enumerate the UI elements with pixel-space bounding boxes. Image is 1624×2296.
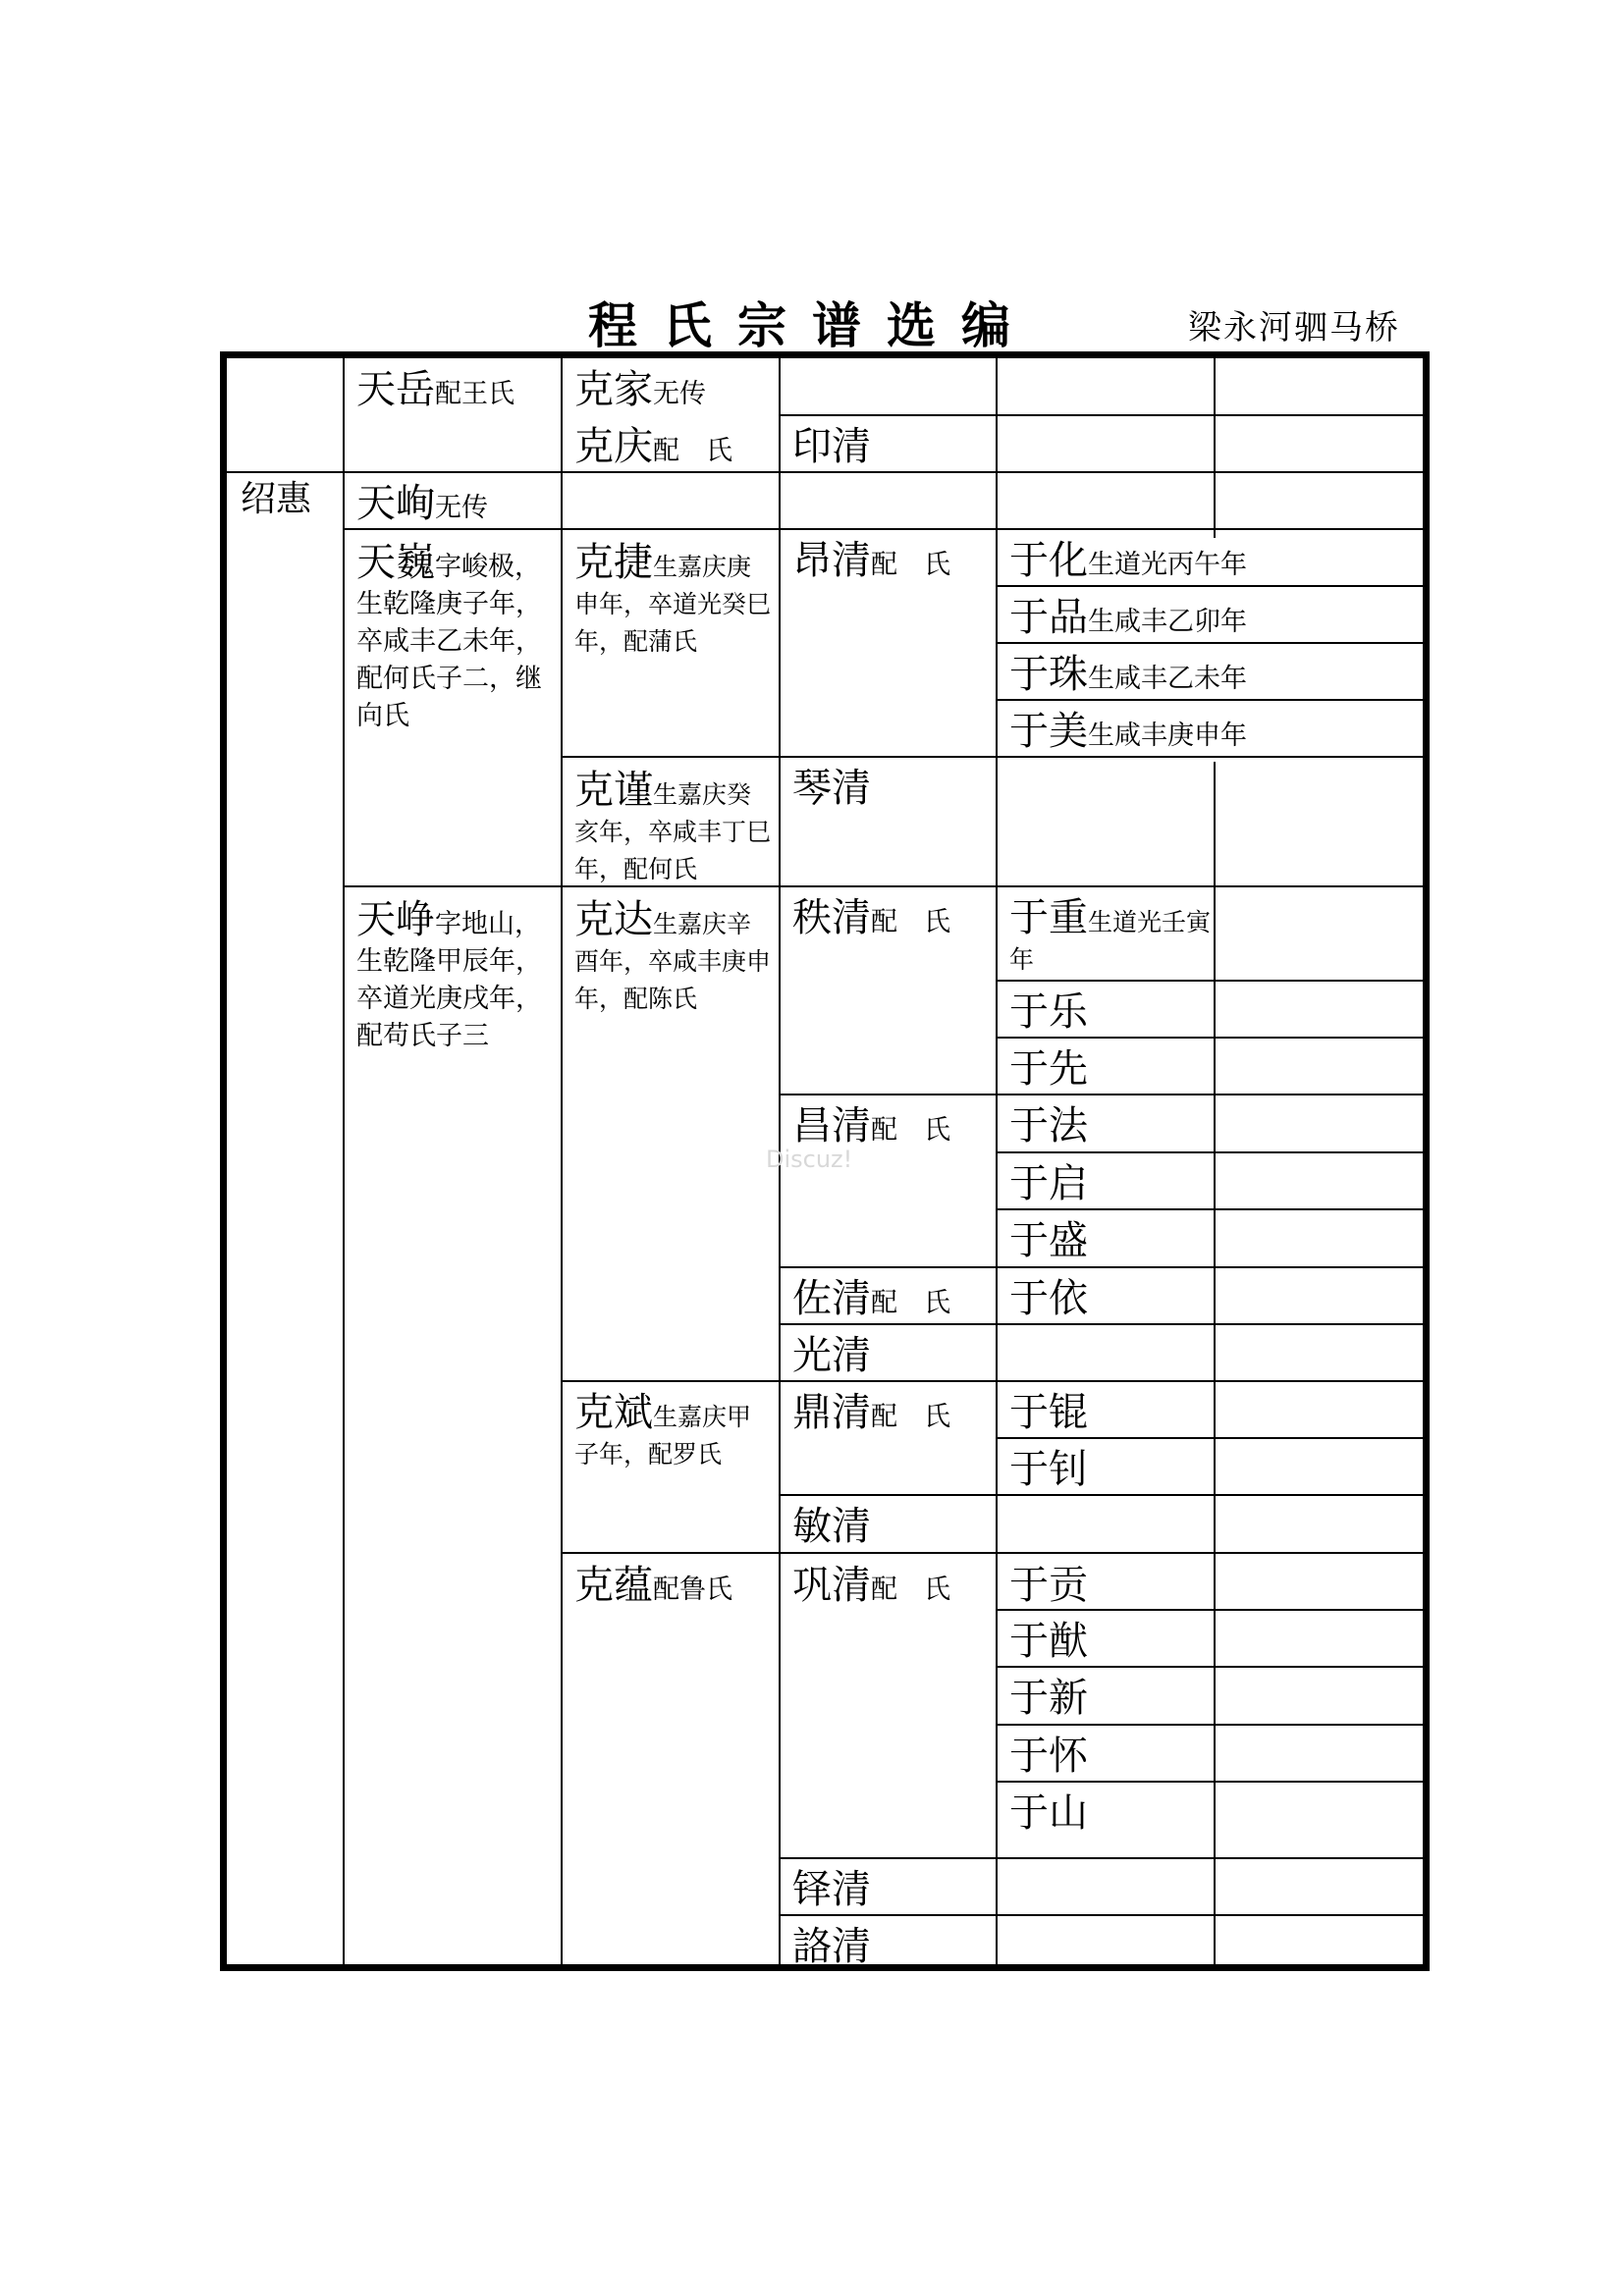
entry-yuzhu [1009, 652, 1247, 697]
row-divider [996, 1781, 1430, 1783]
entry-note: 配 氏 [871, 1575, 950, 1605]
entry-yuxin: 于新 [1009, 1676, 1088, 1721]
entry-name: 于重 [1009, 895, 1088, 940]
row-divider [343, 885, 1430, 887]
entry-name: 巩清 [792, 1563, 871, 1608]
entry-yuzhao: 于钊 [1009, 1447, 1088, 1492]
row-divider [996, 1037, 1430, 1039]
entry-yufa: 于法 [1009, 1103, 1088, 1148]
entry-note: 配 氏 [653, 436, 732, 466]
entry-note: 配王氏 [435, 379, 514, 409]
column-divider [996, 358, 998, 1971]
entry-gongqing [792, 1563, 950, 1608]
entry-note: 生嘉庆癸亥年，卒咸丰丁巳年，配何氏 [574, 780, 772, 883]
entry-luqing: 詻清 [792, 1924, 871, 1969]
entry-note: 配 氏 [871, 1288, 950, 1318]
column-divider [1214, 762, 1216, 1971]
entry-note: 生道光壬寅年 [1009, 908, 1212, 974]
entry-name: 佐清 [792, 1276, 871, 1321]
entry-name: 克捷 [574, 540, 653, 585]
entry-yuzhong [1009, 895, 1212, 979]
row-divider [996, 585, 1430, 587]
entry-name: 昂清 [792, 538, 871, 583]
entry-yusheng: 于盛 [1009, 1218, 1088, 1263]
entry-qinqing: 琴清 [792, 766, 871, 811]
entry-yinqing: 印清 [792, 424, 871, 469]
entry-name: 克庆 [574, 424, 653, 469]
entry-name: 于珠 [1009, 652, 1088, 697]
page-title: 程氏宗谱选编 [588, 296, 1036, 354]
entry-yuyou: 于猷 [1009, 1619, 1088, 1664]
entry-name: 克谨 [574, 768, 653, 813]
place-name: 梁永河驷马桥 [1188, 308, 1400, 347]
entry-note: 配 氏 [871, 1402, 950, 1432]
entry-name: 克斌 [574, 1390, 653, 1435]
entry-note: 生咸丰庚申年 [1088, 721, 1247, 751]
row-divider [996, 1437, 1430, 1439]
row-divider [779, 1266, 1430, 1268]
entry-note: 生嘉庆庚申年，卒道光癸巳年，配蒲氏 [574, 553, 772, 656]
entry-name: 天峥 [356, 897, 435, 942]
entry-changqing [792, 1103, 950, 1148]
entry-yushan: 于山 [1009, 1790, 1088, 1836]
entry-yupin [1009, 595, 1247, 640]
entry-kebin [574, 1390, 771, 1473]
row-divider [779, 1094, 1430, 1095]
row-divider [779, 414, 1430, 416]
row-divider [996, 1666, 1430, 1668]
entry-name: 克蕴 [574, 1563, 653, 1608]
row-divider [996, 1208, 1430, 1210]
entry-yuqi: 于启 [1009, 1161, 1088, 1206]
row-divider [779, 1857, 1430, 1859]
entry-name: 昌清 [792, 1103, 871, 1148]
entry-name: 秩清 [792, 895, 871, 940]
entry-yugong: 于贡 [1009, 1563, 1088, 1608]
column-divider [343, 358, 345, 1971]
entry-note: 字地山，生乾隆甲辰年，卒道光庚戌年，配苟氏子三 [356, 909, 542, 1051]
entry-tianyue [356, 367, 514, 412]
entry-dingqing [792, 1390, 950, 1435]
entry-name: 于美 [1009, 709, 1088, 754]
entry-note: 配 氏 [871, 550, 950, 580]
entry-note: 生嘉庆甲子年，配罗氏 [574, 1403, 752, 1468]
entry-keqing [574, 424, 732, 469]
entry-minqing: 敏清 [792, 1504, 871, 1549]
entry-tianwei [356, 540, 553, 735]
row-divider [996, 980, 1430, 982]
row-divider [996, 642, 1430, 644]
entry-shaohui: 绍惠 [241, 479, 312, 519]
watermark: Discuz! [766, 1146, 853, 1173]
entry-yuxian: 于先 [1009, 1046, 1088, 1092]
entry-angqing [792, 538, 950, 583]
entry-note: 配鲁氏 [653, 1575, 732, 1605]
row-divider [561, 1552, 1430, 1554]
entry-tianzheng [356, 897, 553, 1055]
entry-note: 无传 [653, 379, 706, 409]
entry-name: 克家 [574, 367, 653, 412]
entry-yumei [1009, 709, 1247, 754]
entry-name: 克达 [574, 897, 653, 942]
row-divider [227, 471, 1430, 473]
entry-name: 于品 [1009, 595, 1088, 640]
entry-yuhuai: 于怀 [1009, 1734, 1088, 1779]
entry-yuyi: 于依 [1009, 1276, 1088, 1321]
entry-note: 生咸丰乙未年 [1088, 664, 1247, 694]
entry-keda [574, 897, 772, 1018]
entry-yiqing: 铎清 [792, 1867, 871, 1912]
row-divider [561, 756, 1430, 758]
row-divider [779, 1914, 1430, 1916]
entry-yukun: 于锟 [1009, 1390, 1088, 1435]
row-divider [996, 699, 1430, 701]
entry-note: 生嘉庆辛酉年，卒咸丰庚申年，配陈氏 [574, 910, 772, 1013]
entry-name: 天岳 [356, 367, 435, 412]
entry-note: 配 氏 [871, 907, 950, 937]
row-divider [996, 1724, 1430, 1726]
entry-note: 生道光丙午年 [1088, 550, 1247, 580]
row-divider [779, 1494, 1430, 1496]
entry-note: 配 氏 [871, 1115, 950, 1146]
entry-kejia [574, 367, 706, 412]
entry-keyun [574, 1563, 732, 1608]
entry-yule: 于乐 [1009, 989, 1088, 1035]
entry-name: 于化 [1009, 538, 1088, 583]
row-divider [343, 528, 1430, 530]
row-divider [996, 1609, 1430, 1611]
entry-name: 鼎清 [792, 1390, 871, 1435]
entry-note: 无传 [435, 493, 488, 523]
entry-zhiqing [792, 895, 950, 940]
row-divider [779, 1323, 1430, 1325]
entry-kejin [574, 768, 772, 888]
entry-name: 天峋 [356, 481, 435, 526]
entry-zuoqing [792, 1276, 950, 1321]
entry-guangqing: 光清 [792, 1333, 871, 1378]
row-divider [996, 1151, 1430, 1153]
column-divider [1214, 358, 1216, 538]
entry-note: 生咸丰乙卯年 [1088, 607, 1247, 637]
entry-kejie [574, 540, 772, 661]
entry-note: 字峻极，生乾隆庚子年，卒咸丰乙未年，配何氏子二，继向氏 [356, 552, 542, 731]
entry-yuhua [1009, 538, 1247, 583]
column-divider [561, 358, 563, 1971]
entry-tianxun [356, 481, 488, 526]
entry-name: 天巍 [356, 540, 435, 585]
row-divider [561, 1380, 1430, 1382]
